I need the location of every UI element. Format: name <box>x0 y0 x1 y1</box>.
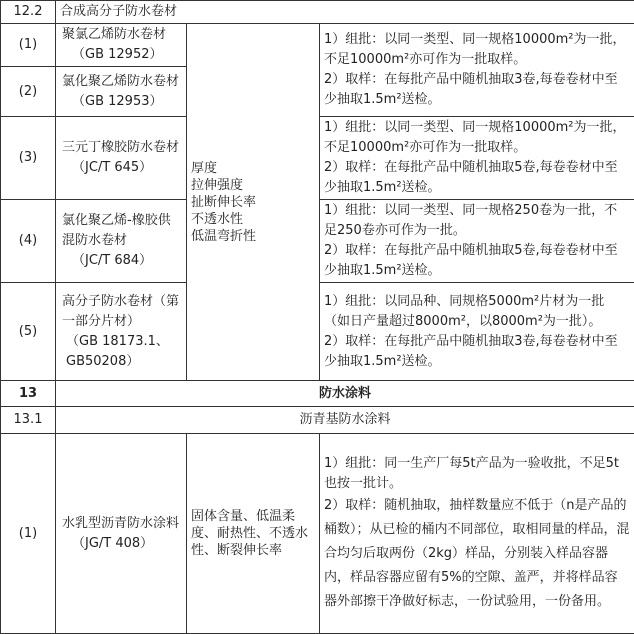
test-items: 厚度 拉伸强度 扯断伸长率 不透水性 低温弯折性 <box>187 24 320 381</box>
sampling-method: 2）取样：随机抽取，抽样数量应不低于（n是产品的桶数）；从已检的桶内不同部位，取相同量的样品，混合均匀后取两份（2kg）样品，分别装入样品容器内，样品容器应留有5%的空隙、盖严，并将样品容器外部擦干净做好标志，一份试验用，一份备用。 <box>324 494 630 614</box>
section-number: 13.1 <box>1 407 56 434</box>
item-number: (1) <box>1 434 56 634</box>
product-name <box>56 117 187 200</box>
sampling-method: 2）取样：在每批产品中随机抽取5卷,每卷卷材中至少抽取1.5m²送检。 <box>324 158 630 198</box>
product-name <box>56 24 187 67</box>
sampling-rule <box>320 434 634 634</box>
section-number: 13 <box>1 381 56 407</box>
section-title: 沥青基防水涂料 <box>56 407 634 434</box>
sampling-rule <box>320 24 634 117</box>
batch-rule: 1）组批：以同一类型、同一规格10000m²为一批，不足10000m²亦可作为一批取样。 <box>324 30 630 70</box>
standard-code: （JG/T 408） <box>62 534 182 554</box>
section-row-12-2 <box>1 1 634 24</box>
section-number: 12.2 <box>1 1 56 24</box>
section-title: 合成高分子防水卷材 <box>56 1 634 24</box>
table-row <box>1 434 634 634</box>
sampling-method: 2）取样：在每批产品中随机抽取3卷,每卷卷材中至少抽取1.5m²送检。 <box>324 70 630 110</box>
product-title: 氯化聚乙烯-橡胶供混防水卷材 <box>62 213 171 248</box>
section-row-13 <box>1 381 634 407</box>
item-number: (2) <box>1 67 56 117</box>
batch-rule: 1）组批：以同品种、同规格5000m²片材为一批（如日产量超过8000m²，以8000m²为一批）。 <box>324 292 630 332</box>
section-title: 防水涂料 <box>56 381 634 407</box>
table-row <box>1 24 634 67</box>
sampling-method: 2）取样：在每批产品中随机抽取3卷,每卷卷材中至少抽取1.5m²送检。 <box>324 332 630 372</box>
section-row-13-1 <box>1 407 634 434</box>
batch-rule: 1）组批：同一生产厂每5t产品为一验收批，不足5t也按一批计。 <box>324 454 630 494</box>
product-title: 聚氯乙烯防水卷材 <box>62 27 166 42</box>
sampling-method: 2）取样：在每批产品中随机抽取5卷,每卷卷材中至少抽取1.5m²送检。 <box>324 241 630 281</box>
product-title: 水乳型沥青防水涂料 <box>62 516 179 531</box>
sampling-rule <box>320 283 634 381</box>
standard-code: （GB 12952） <box>62 45 182 65</box>
batch-rule: 1）组批：以同一类型、同一规格10000m²为一批，不足10000m²亦可作为一批取样。 <box>324 118 630 158</box>
product-name <box>56 67 187 117</box>
standard-code: （GB 18173.1、GB50208） <box>62 332 182 372</box>
standard-code: （GB 12953） <box>62 92 182 112</box>
product-title: 氯化聚乙烯防水卷材 <box>62 74 179 89</box>
standard-code: （JC/T 645） <box>62 158 182 178</box>
test-items: 固体含量、低温柔度、耐热性、不透水性、断裂伸长率 <box>187 434 320 634</box>
product-name <box>56 200 187 283</box>
sampling-rule <box>320 117 634 200</box>
item-number: (3) <box>1 117 56 200</box>
product-title: 高分子防水卷材（第一部分片材） <box>62 294 179 329</box>
batch-rule: 1）组批：以同一类型、同一规格250卷为一批，不足250卷亦可作为一批。 <box>324 201 630 241</box>
item-number: (5) <box>1 283 56 381</box>
sampling-rule <box>320 200 634 283</box>
item-number: (1) <box>1 24 56 67</box>
product-title: 三元丁橡胶防水卷材 <box>62 140 179 155</box>
item-number: (4) <box>1 200 56 283</box>
product-name <box>56 434 187 634</box>
standard-code: （JC/T 684） <box>62 251 182 271</box>
product-name <box>56 283 187 381</box>
